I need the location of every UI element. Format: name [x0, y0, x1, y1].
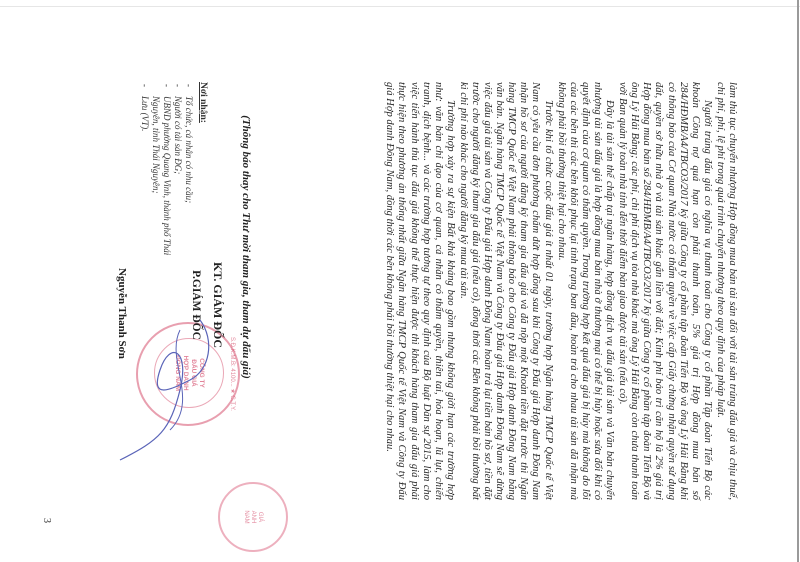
page-number: 3 [41, 518, 52, 523]
paragraph-4: Trước khi tổ chức cuộc đấu giá ít nhất 01 ngày, trường hợp Ngân hàng TMCP Quốc tế Việt Nam có yêu cầu đơn phương chấm dứt hợp đồng sau khi Công ty Đấu giá Hợp danh Đông Nam nhận hồ sơ của người đăng ký tham gia đấu giá và đã nộp một Khoản tiền đặt trước thì Ngân hàng TMCP Quốc tế Việt Nam phải thông báo cho Công ty Đấu giá Hợp danh Đông Nam bằng văn bản. Ngân hàng TMCP Quốc tế Việt Nam và Công ty Đấu giá Hợp danh Đông Nam sẽ dừng việc đấu giá tài sản và Công ty Đấu giá Hợp danh Đông Nam hoàn trả lại tiền bán hồ sơ, tiền đặt trước cho người đăng ký tham gia đấu giá (nếu có), đồng thời các Bên không phải bồi thường bất kì chi phí nào khác cho người đăng ký mua tài sản. [457, 82, 554, 500]
edge-seal-line: ANH [250, 510, 257, 524]
signer-name: Nguyễn Thanh Sơn [116, 268, 128, 359]
signature-title-line1: KT. GIÁM ĐỐC [211, 261, 225, 349]
recipient-item: - UBND phường Quang Vinh, thành phố Thái Nguyên, tỉnh Thái Nguyên; [150, 82, 172, 282]
seal-line: HỢP DANH [182, 355, 189, 391]
seal-line: ĐẤU GIÁ [190, 359, 197, 387]
recipient-item: - Người có tài sản ĐG; [172, 82, 183, 282]
edge-seal-line: GIÁ [257, 511, 264, 523]
paragraph-5: Trường hợp xảy ra sự kiện Bất khả kháng bao gồm nhưng không giới hạn các trường hợp như: văn bản chỉ đạo của cơ quan, cá nhân có thẩm quyền, thiên tai, hỏa hoạn, lũ lụt, chiến tranh, dịch bệnh... và các trường hợp tương tự theo quy định của Bộ luật Dân sự 2015, làm cho việc tiến hành thủ tục đấu giá không thể thực hiện được thì khách hàng tham gia đấu giá phải thực hiện theo phương án thống nhất giữa Ngân hàng TMCP Quốc tế Việt Nam và Công ty Đấu giá Hợp danh Đông Nam, đồng thời các bên không phải bồi thường thiệt hại cho nhau. [384, 82, 456, 500]
paragraph-3: Đây là tài sản thế chấp tại ngân hàng, hợp đồng dịch vụ đấu giá tài sản và Văn bản chuyển nhượng tài sản đấu giá là hợp đồng mua bán nhà ở thương mại có thể bị hủy hoặc sửa đổi khi có quyết định của cơ quan có thẩm quyền. Trong trường hợp kết quả đấu giá bị hủy mà không do lỗi của các bên thì các bên khôi phục lại tình trạng ban đầu, hoàn trả cho nhau tài sản đã nhận mà không phải bồi thường thiệt hại cho nhau. [555, 82, 616, 500]
recipient-item: - Lưu (VT). [139, 82, 150, 282]
recipients-list [139, 82, 194, 282]
paragraph-1: làm thủ tục chuyển nhượng Hợp đồng mua bán tài sản đối với tài sản trúng đấu giá và chịu thuế, chi phí, phí, lệ phí trong quá trình chuyển nhượng theo quy định của pháp luật. [714, 82, 738, 500]
seal-ring-text: S.Đ.K.M.B: 4100... ★ C.T.Y. [229, 337, 235, 411]
body-text [382, 82, 738, 500]
recipients-title: Nơi nhận: [198, 82, 208, 123]
seal-line: CÔNG TY [198, 358, 205, 388]
signature-title-line2: P.GIÁM ĐỐC [190, 270, 202, 340]
recipient-item: - Tổ chức, cá nhân có nhu cầu; [183, 82, 194, 282]
edge-seal [218, 482, 288, 552]
paragraph-2: Người trúng đấu giá có nghĩa vụ thanh toán cho Công ty cổ phần Tập đoàn Tiến Bộ các khoản Công nợ quá hạn còn phải thanh toán, 5% giá trị Hợp đồng mua bán số 284/HĐMB/A4/TBCO3/2017 ký giữa Công ty cổ phần tập đoàn Tiến Bộ và ông Lý Hải Bằng khi có thông báo của Cơ quan Nhà nước có thẩm quyền về việc cấp Giấy chứng nhận quyền sử dụng đất, quyền sở hữu nhà ở và tài sản khác gắn liền với đất; Kinh phí bảo trì căn hộ là 2% giá trị Hợp đồng mua bán số 284/HĐMB/A4/TBCO3/2017 ký giữa Công ty cổ phần tập đoàn Tiến Bộ và ông Lý Hải Bằng; các phí, chi phí dịch vụ tòa nhà khác mà ông Lý Hải Bằng còn chưa thanh toán với Ban quản lý toàn nhà tính đến thời điểm bàn giao được tài sản (nếu có). [617, 82, 713, 500]
edge-seal-line: NAM [243, 510, 250, 524]
seal-line: ĐÔNG NAM [174, 354, 181, 392]
notice-line: (Thông báo thay cho Thư mời tham gia, tham dự đấu giá) [240, 115, 252, 379]
